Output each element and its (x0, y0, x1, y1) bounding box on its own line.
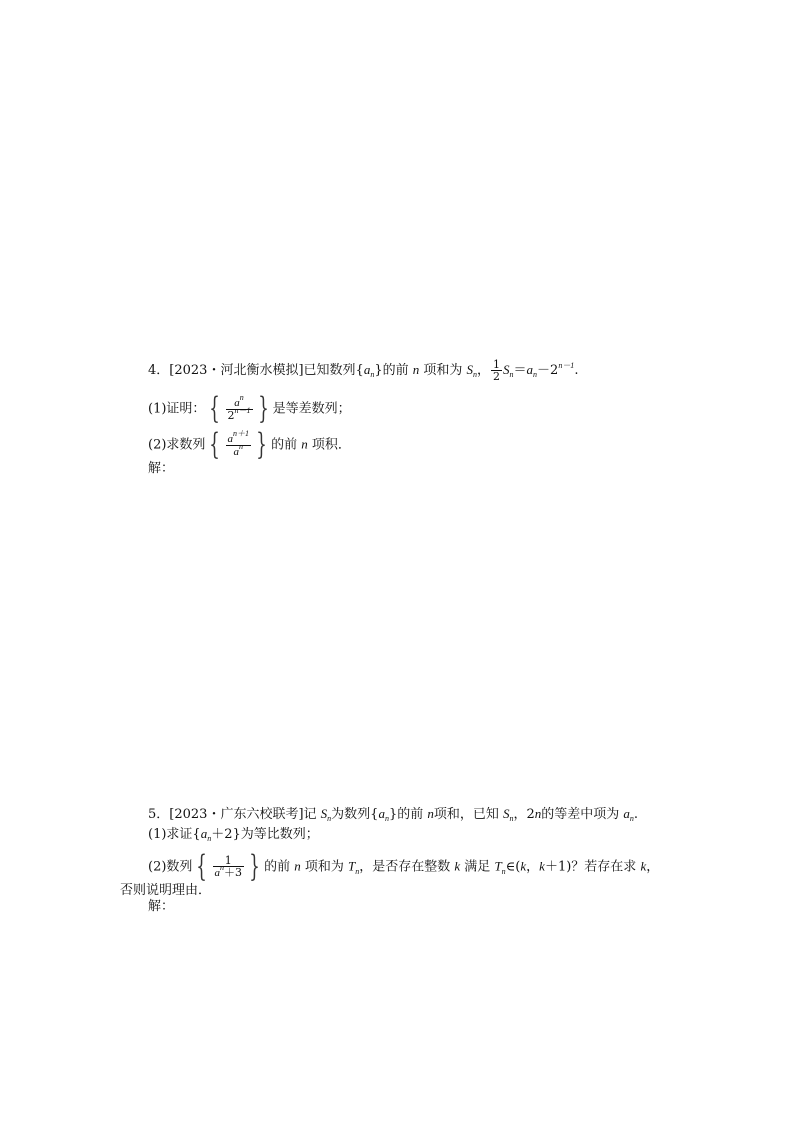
problem-5-part-2-continuation: 否则说明理由． (120, 883, 212, 898)
fraction-an1-over-an: $\frac{a^{n+1}}{a^n}$ (227, 428, 250, 458)
problem-number: 5 (148, 807, 157, 822)
problem-4-answer-label: 解： (148, 461, 175, 476)
left-brace-icon: { (196, 849, 208, 884)
right-brace-icon: } (257, 391, 269, 426)
problem-4-part-2: (2)求数列 { $\frac{a^{n+1}}{a^n}$ } 的前 n 项积． (148, 427, 351, 462)
problem-number: 4 (148, 363, 157, 378)
problem-source: [2023・广东六校联考] (169, 807, 304, 822)
problem-source: [2023・河北衡水模拟] (169, 363, 304, 378)
problem-4-statement: 4．[2023・河北衡水模拟]已知数列$\{a_n\}$的前 n 项和为 $S_n$， $\frac{1}{2}$ $S_n=a_n-2^{n-1}$. (148, 358, 579, 383)
left-brace-icon: { (209, 391, 221, 426)
problem-5-part-2: (2)数列 { $\frac{1}{a^n+3}$ } 的前 n 项和为 $T_n$，是否存在整数 k 满足 $T_n\in(k$，k＋1)？若存在求 k， (148, 849, 660, 884)
problem-4-part-1: (1)证明： { $\frac{a^n}{2^{n-1}}$ } 是等差数列； (148, 391, 351, 426)
problem-5-statement: 5．[2023・广东六校联考]记 $S_n$为数列$\{a_n\}$的前 n项和，已知 $S_n$，2n的等差中项为 $a_n$. (148, 806, 639, 823)
fraction-an-over-2n-1: $\frac{a^n}{2^{n-1}}$ (227, 392, 251, 422)
fraction-1-over-an-plus-3: $\frac{1}{a^n+3}$ (214, 854, 243, 879)
problem-5-part-1: (1)求证$\{a_n+2\}$为等比数列； (148, 826, 319, 843)
right-brace-icon: } (249, 849, 260, 884)
left-brace-icon: { (209, 427, 221, 462)
right-brace-icon: } (256, 427, 267, 462)
fraction-one-half: $\frac{1}{2}$ (493, 358, 500, 383)
problem-5-answer-label: 解： (148, 899, 175, 914)
